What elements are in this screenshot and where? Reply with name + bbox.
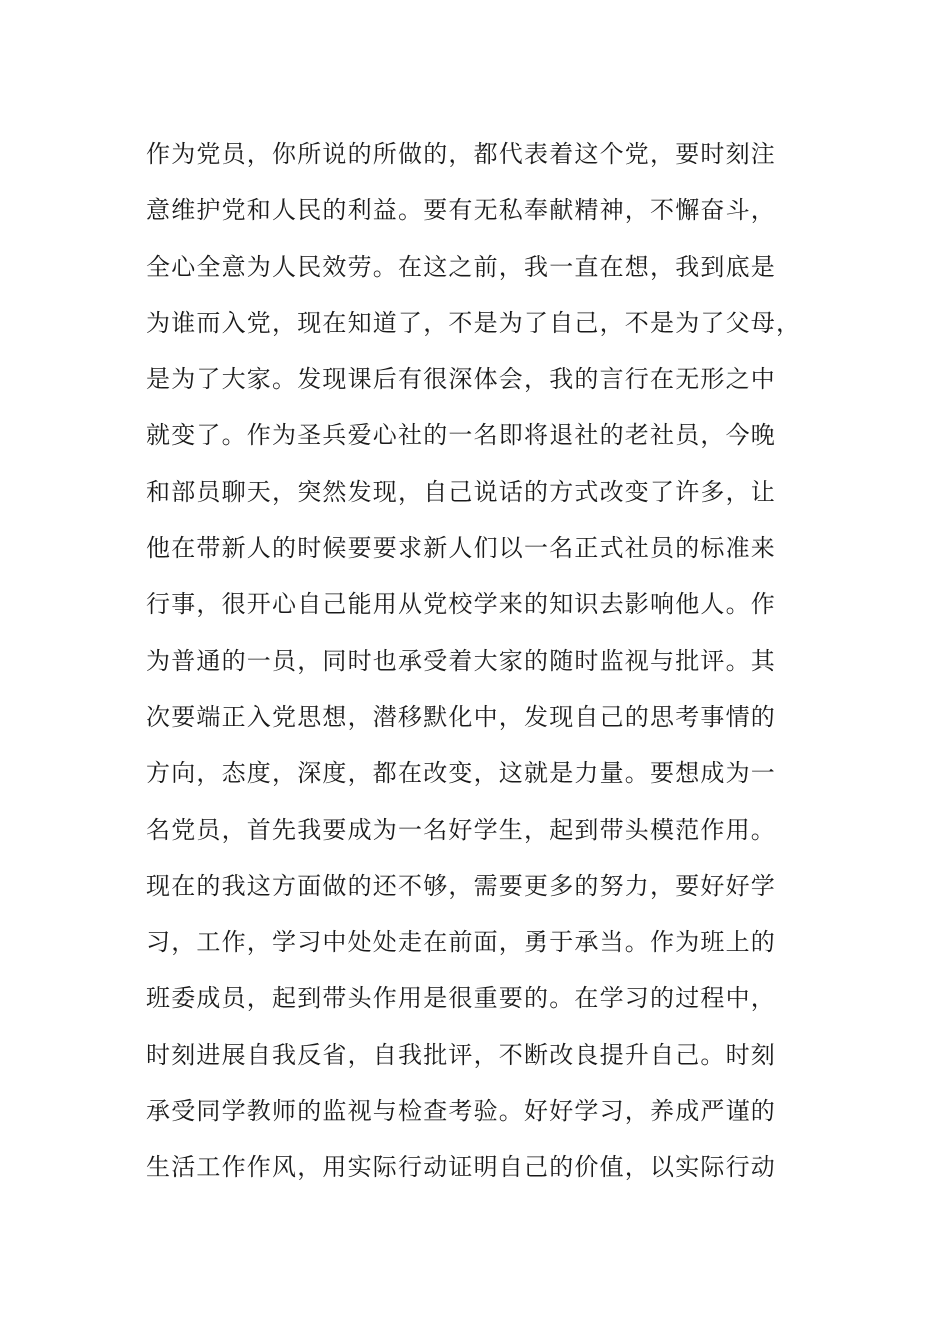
text-line: 习，工作，学习中处处走在前面，勇于承当。作为班上的	[146, 928, 776, 957]
text-line: 为谁而入党，现在知道了，不是为了自己，不是为了父母，	[146, 308, 802, 337]
text-line: 和部员聊天，突然发现，自己说话的方式改变了许多，让	[146, 477, 776, 506]
text-line: 是为了大家。发现课后有很深体会，我的言行在无形之中	[146, 365, 776, 394]
text-line: 为普通的一员，同时也承受着大家的随时监视与批评。其	[146, 646, 776, 675]
text-line: 作为党员，你所说的所做的，都代表着这个党，要时刻注	[146, 140, 776, 168]
text-line: 现在的我这方面做的还不够，需要更多的努力，要好好学	[146, 871, 776, 900]
body-text	[146, 126, 826, 1196]
text-line: 次要端正入党思想，潜移默化中，发现自己的思考事情的	[146, 702, 776, 731]
text-line: 全心全意为人民效劳。在这之前，我一直在想，我到底是	[146, 252, 776, 281]
text-line: 名党员，首先我要成为一名好学生，起到带头模范作用。	[146, 815, 776, 844]
text-line: 他在带新人的时候要要求新人们以一名正式社员的标准来	[146, 534, 776, 563]
text-line: 行事，很开心自己能用从党校学来的知识去影响他人。作	[146, 590, 776, 619]
text-line: 意维护党和人民的利益。要有无私奉献精神，不懈奋斗，	[146, 196, 776, 225]
text-line: 承受同学教师的监视与检查考验。好好学习，养成严谨的	[146, 1097, 776, 1126]
text-line: 方向，态度，深度，都在改变，这就是力量。要想成为一	[146, 759, 776, 788]
text-line: 时刻进展自我反省，自我批评，不断改良提升自己。时刻	[146, 1040, 776, 1069]
text-line: 生活工作作风，用实际行动证明自己的价值，以实际行动	[146, 1153, 776, 1182]
text-line: 就变了。作为圣兵爱心社的一名即将退社的老社员，今晚	[146, 421, 776, 450]
text-line: 班委成员，起到带头作用是很重要的。在学习的过程中，	[146, 984, 776, 1013]
